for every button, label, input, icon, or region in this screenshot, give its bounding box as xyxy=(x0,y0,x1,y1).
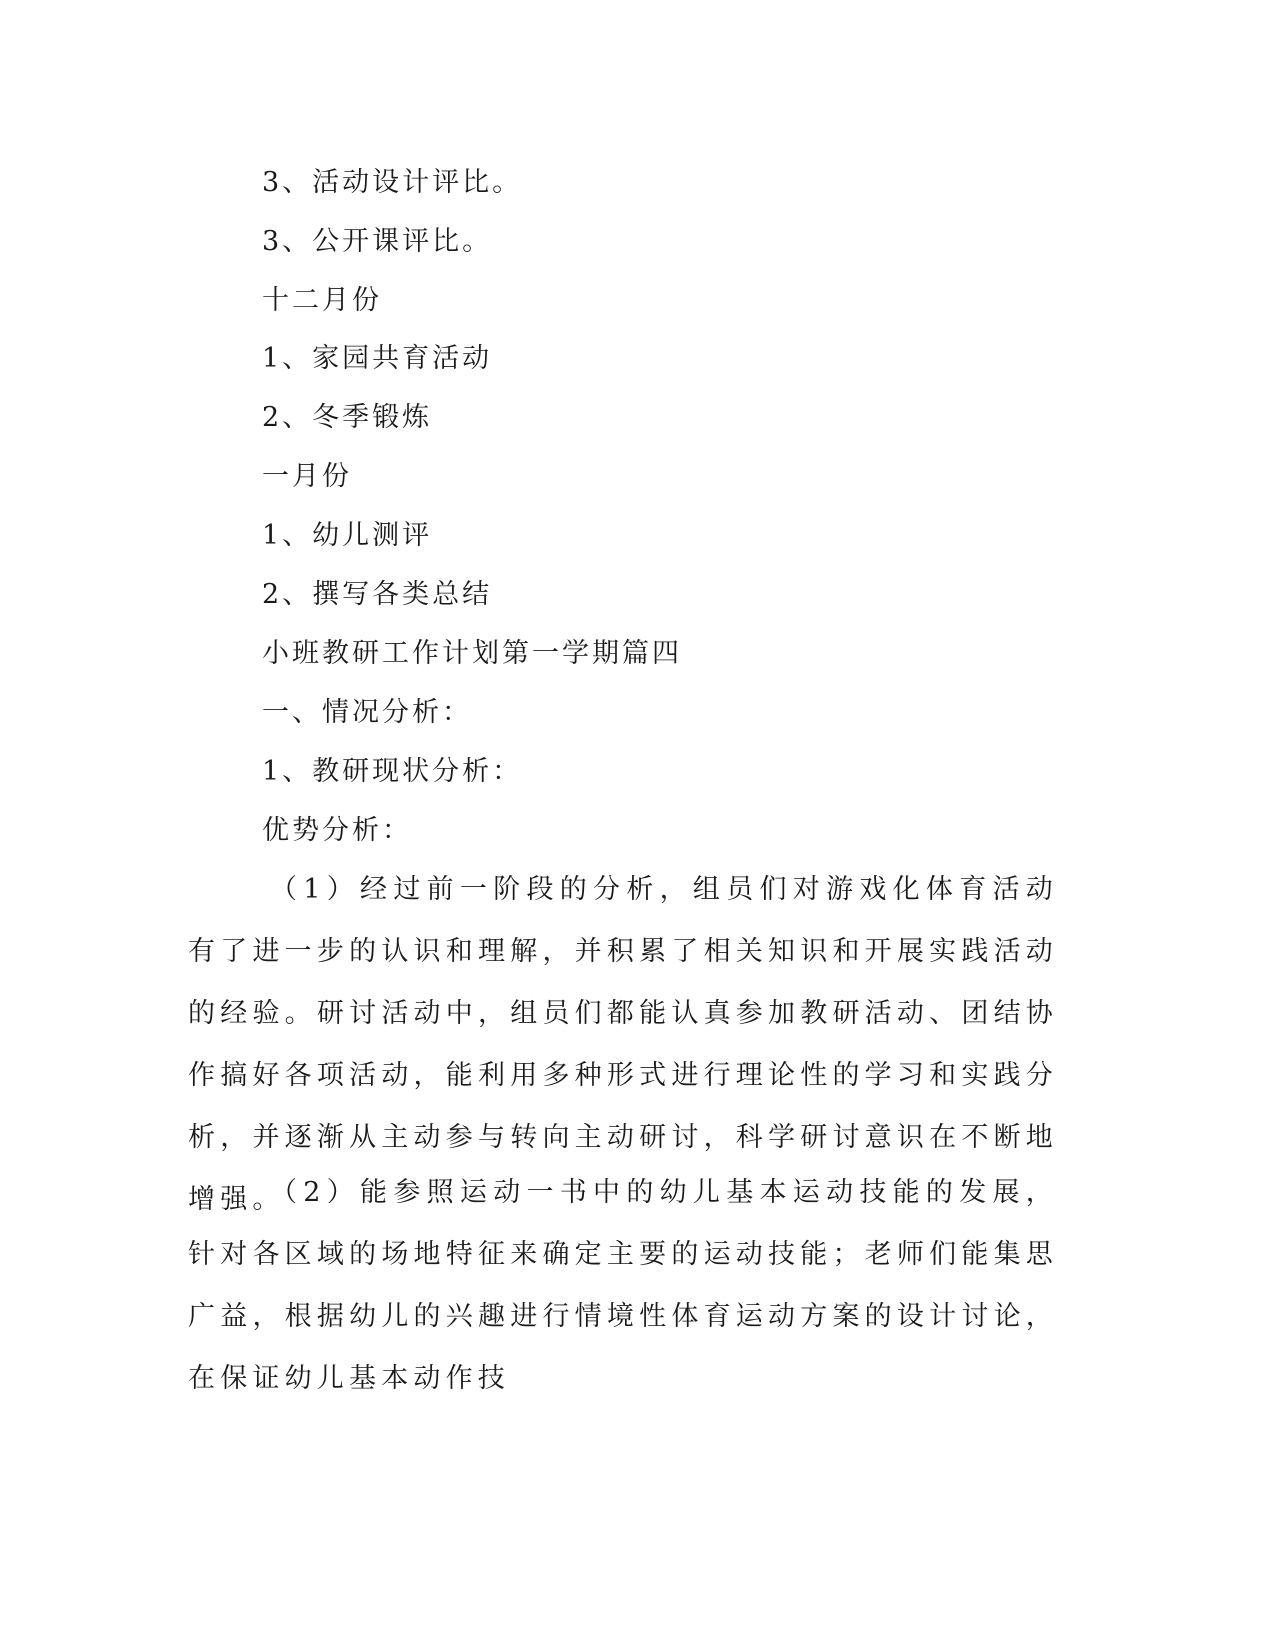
list-item: 3、公开课评比。 xyxy=(262,226,493,257)
section-heading: 一、情况分析： xyxy=(262,697,472,728)
list-item: 3、活动设计评比。 xyxy=(262,167,523,198)
subsection-heading: 优势分析： xyxy=(262,815,412,846)
month-heading: 十二月份 xyxy=(262,285,382,316)
section-title: 小班教研工作计划第一学期篇四 xyxy=(262,638,682,669)
list-item: 2、撰写各类总结 xyxy=(262,579,493,610)
paragraph-text: （1）经过前一阶段的分析，组员们对游戏化体育活动有了进一步的认识和理解，并积累了相关知识和开展实践活动的经验。研讨活动中，组员们都能认真参加教研活动、团结协作搞好各项活动，能利用多种形式进行理论性的学习和实践分析，并逐渐从主动参与转向主动研讨，科学研讨意识在不断地增强。 xyxy=(188,874,1058,1215)
paragraph-text: （2）能参照运动一书中的幼儿基本运动技能的发展，针对各区域的场地特征来确定主要的运动技能；老师们能集思广益，根据幼儿的兴趣进行情境性体育运动方案的设计讨论，在保证幼儿基本动作技 xyxy=(188,1177,1058,1394)
list-item: 1、家园共育活动 xyxy=(262,343,493,374)
list-item: 2、冬季锻炼 xyxy=(262,402,433,433)
list-item: 1、幼儿测评 xyxy=(262,520,433,551)
body-paragraph xyxy=(188,1162,1058,1410)
month-heading: 一月份 xyxy=(262,461,352,492)
subsection-heading: 1、教研现状分析： xyxy=(262,756,523,787)
